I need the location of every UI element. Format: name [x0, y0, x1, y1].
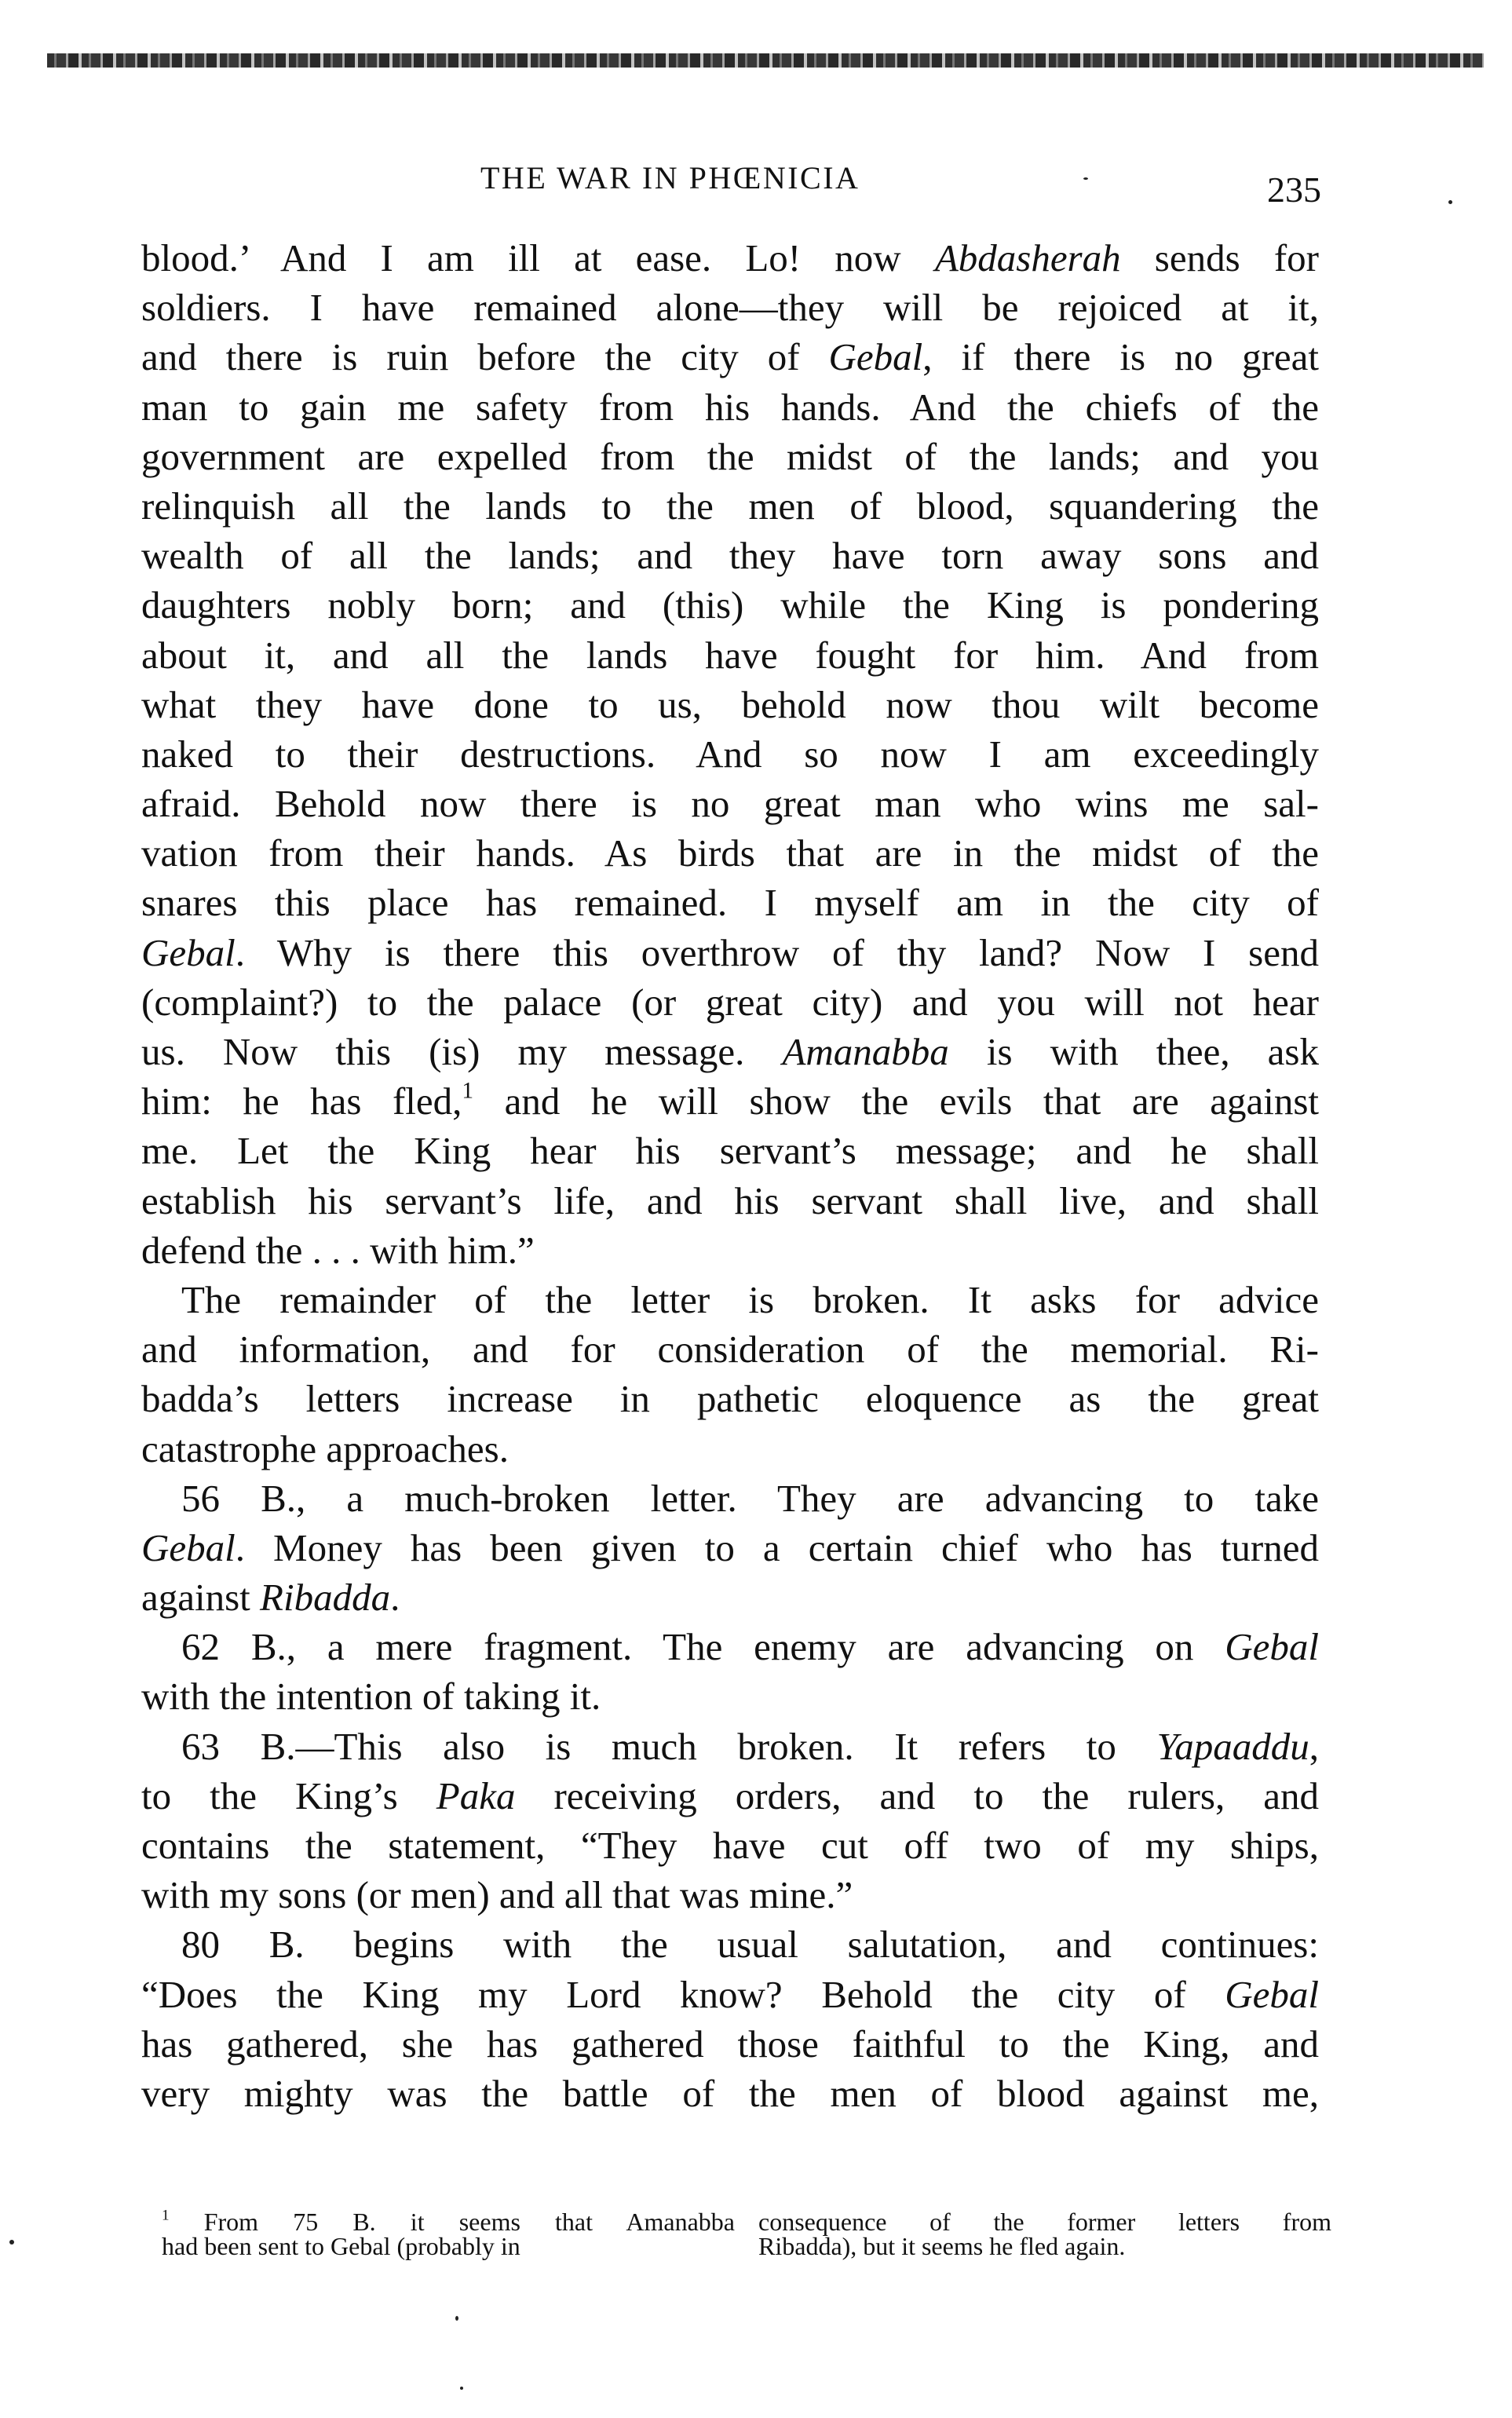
text-line: contains the statement, “They have cut off two of my ships,: [141, 1824, 1319, 1867]
running-title: THE WAR IN PHŒNICIA: [480, 160, 860, 195]
text-line: about it, and all the lands have fought for him. And from: [141, 633, 1319, 677]
paragraph: [141, 1474, 1319, 1623]
text-line: has gathered, she has gathered those faithful to the King, and: [141, 2022, 1319, 2066]
text-line: and information, and for consideration of the memorial. Ri-: [141, 1328, 1319, 1372]
text-line: establish his servant’s life, and his servant shall live, and shall: [141, 1178, 1319, 1222]
text-line: Gebal. Money has been given to a certain chief who has turned: [141, 1525, 1319, 1569]
text-line: with the intention of taking it.: [141, 1675, 601, 1719]
paragraph: [141, 1919, 1319, 2118]
paragraph: [141, 233, 1319, 1275]
text-line: catastrophe approaches.: [141, 1426, 509, 1470]
text-line: (complaint?) to the palace (or great city) and you will not hear: [141, 980, 1319, 1024]
paragraph: [141, 1722, 1319, 1920]
text-line: 62 B., a mere fragment. The enemy are advancing on Gebal: [181, 1625, 1319, 1669]
text-line: him: he has fled,$^1$ and he will show the evils that are against: [141, 1078, 1320, 1123]
text-line: afraid. Behold now there is no great man who wins me sal-: [141, 782, 1319, 826]
scan-speck: [455, 2316, 458, 2321]
footnote: [162, 2207, 1331, 2260]
text-line: defend the . . . with him.”: [141, 1228, 535, 1272]
text-line: what they have done to us, behold now thou wilt become: [141, 682, 1319, 726]
text-line: daughters nobly born; and (this) while the King is pondering: [141, 583, 1319, 627]
scan-edge-artifact: [47, 53, 1484, 68]
page-number: 235: [1267, 170, 1321, 210]
text-line: “Does the King my Lord know? Behold the city of Gebal: [141, 1972, 1319, 2016]
paragraph: [141, 1275, 1319, 1474]
text-line: Gebal. Why is there this overthrow of thy land? Now I send: [141, 930, 1319, 974]
text-line: us. Now this (is) my message. Amanabba is with thee, ask: [141, 1030, 1319, 1073]
scan-speck: [9, 2240, 14, 2245]
scan-speck: [460, 2387, 463, 2390]
text-line: blood.’ And I am ill at ease. Lo! now Abdasherah sends for: [141, 236, 1319, 279]
scan-speck: [1448, 200, 1452, 204]
text-line: 63 B.—This also is much broken. It refers to Yapaaddu,: [181, 1724, 1319, 1768]
text-line: and there is ruin before the city of Gebal, if there is no great: [141, 335, 1319, 379]
footnote-line: Ribadda), but it seems he fled again.: [758, 2232, 1126, 2260]
text-line: against Ribadda.: [141, 1576, 400, 1620]
footnote-line: $^1$ From 75 B. it seems that Amanabba: [162, 2207, 735, 2236]
text-line: wealth of all the lands; and they have torn away sons and: [141, 534, 1319, 578]
text-line: 80 B. begins with the usual salutation, and continues:: [181, 1923, 1319, 1967]
text-line: me. Let the King hear his servant’s message; and he shall: [141, 1129, 1319, 1173]
text-line: snares this place has remained. I myself am in the city of: [141, 881, 1319, 925]
text-line: badda’s letters increase in pathetic eloquence as the great: [141, 1377, 1319, 1421]
text-line: with my sons (or men) and all that was mine.”: [141, 1873, 853, 1917]
text-line: very mighty was the battle of the men of blood against me,: [141, 2071, 1319, 2115]
scan-speck: [1083, 177, 1088, 180]
text-line: vation from their hands. As birds that are in the midst of the: [141, 831, 1319, 875]
text-line: soldiers. I have remained alone—they will be rejoiced at it,: [141, 286, 1319, 330]
text-line: naked to their destructions. And so now I am exceedingly: [141, 732, 1319, 776]
text-line: government are expelled from the midst of the lands; and you: [141, 434, 1319, 478]
footnote-left-column: [162, 2207, 735, 2260]
body-text: [141, 233, 1319, 2388]
running-head: [0, 153, 1512, 208]
text-line: to the King’s Paka receiving orders, and to the rulers, and: [141, 1773, 1319, 1817]
footnote-right-column: [758, 2210, 1331, 2259]
paragraph: [141, 1622, 1319, 1721]
text-line: 56 B., a much-broken letter. They are advancing to take: [181, 1476, 1319, 1520]
footnote-line: consequence of the former letters from: [758, 2208, 1331, 2236]
footnote-line: had been sent to Gebal (probably in: [162, 2232, 520, 2260]
text-line: The remainder of the letter is broken. It asks for advice: [181, 1277, 1319, 1321]
text-line: relinquish all the lands to the men of blood, squandering the: [141, 484, 1319, 528]
text-line: man to gain me safety from his hands. And the chiefs of the: [141, 385, 1319, 429]
